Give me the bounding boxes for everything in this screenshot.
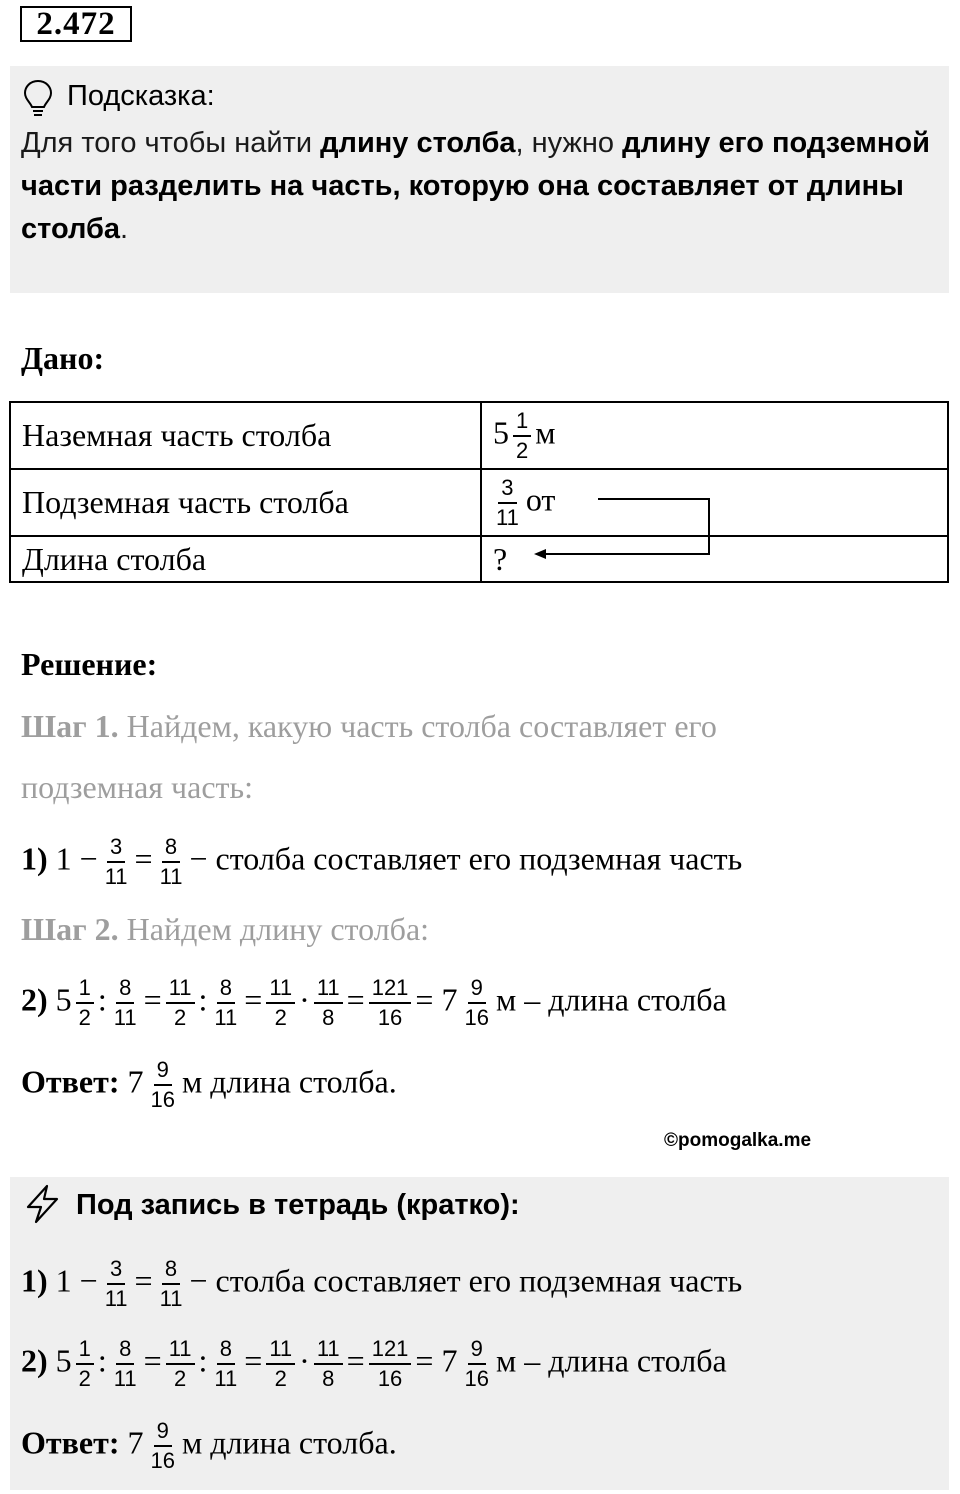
fraction: $\frac{9}{16}$ [150,1057,175,1112]
fraction: $\frac{9}{16}$ [464,1336,489,1391]
hint-title: Подсказка: [67,80,215,112]
fraction: $\frac{11}{2}$ [166,977,195,1029]
table-cell-value: ? [481,536,948,582]
table-row [10,536,948,582]
copyright: ©pomogalka.me [664,1130,812,1151]
table-cell-value: 5 $\frac{1}{2}$ м [481,402,948,469]
short-line-2: 2) 5 $\frac{1}{2}$ : $\frac{8}{11}$ = $\frac{11}{2}$ : $\frac{8}{11}$ = $\frac{11}{2}$ · $\frac{11}{8}$ = $\frac{121}{16}$ = 7 $\frac{9}{16}$ м – длина столба [21,1336,727,1391]
lightbulb-icon [22,78,54,118]
table-cell-label: Длина столба [10,536,481,582]
answer-line: Ответ: 7 $\frac{9}{16}$ м длина столба. [21,1057,397,1112]
table-cell-value: $\frac{3}{11}$ от [481,469,948,536]
fraction: $\frac{8}{11}$ [113,1336,137,1391]
given-heading: Дано: [21,340,105,376]
fraction: $\frac{11}{2}$ [166,1338,195,1390]
fraction: $\frac{1}{2}$ [513,410,531,462]
fraction: $\frac{3}{11}$ [104,834,128,889]
step2-line: Шаг 2. Найдем длину столба: [21,911,430,947]
fraction: $\frac{3}{11}$ [496,474,519,530]
task-number: 2.472 [20,6,132,42]
fraction: $\frac{1}{2}$ [76,977,94,1029]
hint-text: Для того чтобы найти длину столба, нужно длину его подземной части разделить на часть, которую она составляет от длины столба. [21,127,930,245]
fraction: $\frac{9}{16}$ [150,1418,175,1473]
table-cell-label: Подземная часть столба [10,469,481,536]
fraction: $\frac{11}{8}$ [314,977,343,1029]
table-row [10,402,948,469]
fraction: $\frac{11}{8}$ [314,1338,343,1390]
step1-line: Шаг 1. Найдем, какую часть столба составляет его [21,708,717,744]
given-table [9,401,949,583]
fraction: $\frac{8}{11}$ [113,975,137,1030]
hint-box [10,66,949,293]
fraction: $\frac{8}{11}$ [159,834,183,889]
fraction: $\frac{11}{2}$ [266,977,295,1029]
fraction: $\frac{9}{16}$ [464,975,489,1030]
fraction: $\frac{8}{11}$ [214,1336,238,1391]
table-row [10,469,948,536]
solution-line-1: 1) 1 − $\frac{3}{11}$ = $\frac{8}{11}$ − столба составляет его подземная часть [21,834,743,889]
short-title: Под запись в тетрадь (кратко): [76,1189,520,1221]
table-cell-label: Наземная часть столба [10,402,481,469]
fraction: $\frac{8}{11}$ [159,1256,183,1311]
short-answer-line: Ответ: 7 $\frac{9}{16}$ м длина столба. [21,1418,397,1473]
solution-heading: Решение: [21,646,158,682]
step1-line-2: подземная часть: [21,769,253,805]
short-line-1: 1) 1 − $\frac{3}{11}$ = $\frac{8}{11}$ − столба составляет его подземная часть [21,1256,743,1311]
fraction: $\frac{8}{11}$ [214,975,238,1030]
fraction: $\frac{3}{11}$ [104,1256,128,1311]
fraction: $\frac{1}{2}$ [76,1338,94,1390]
fraction: $\frac{121}{16}$ [369,977,412,1029]
arrow-connector [520,490,720,570]
lightning-icon [22,1183,64,1225]
solution-line-2: 2) 5 $\frac{1}{2}$ : $\frac{8}{11}$ = $\frac{11}{2}$ : $\frac{8}{11}$ = $\frac{11}{2}$ · $\frac{11}{8}$ = $\frac{121}{16}$ = 7 $\frac{9}{16}$ м – длина столба [21,975,727,1030]
fraction: $\frac{121}{16}$ [369,1338,412,1390]
fraction: $\frac{11}{2}$ [266,1338,295,1390]
